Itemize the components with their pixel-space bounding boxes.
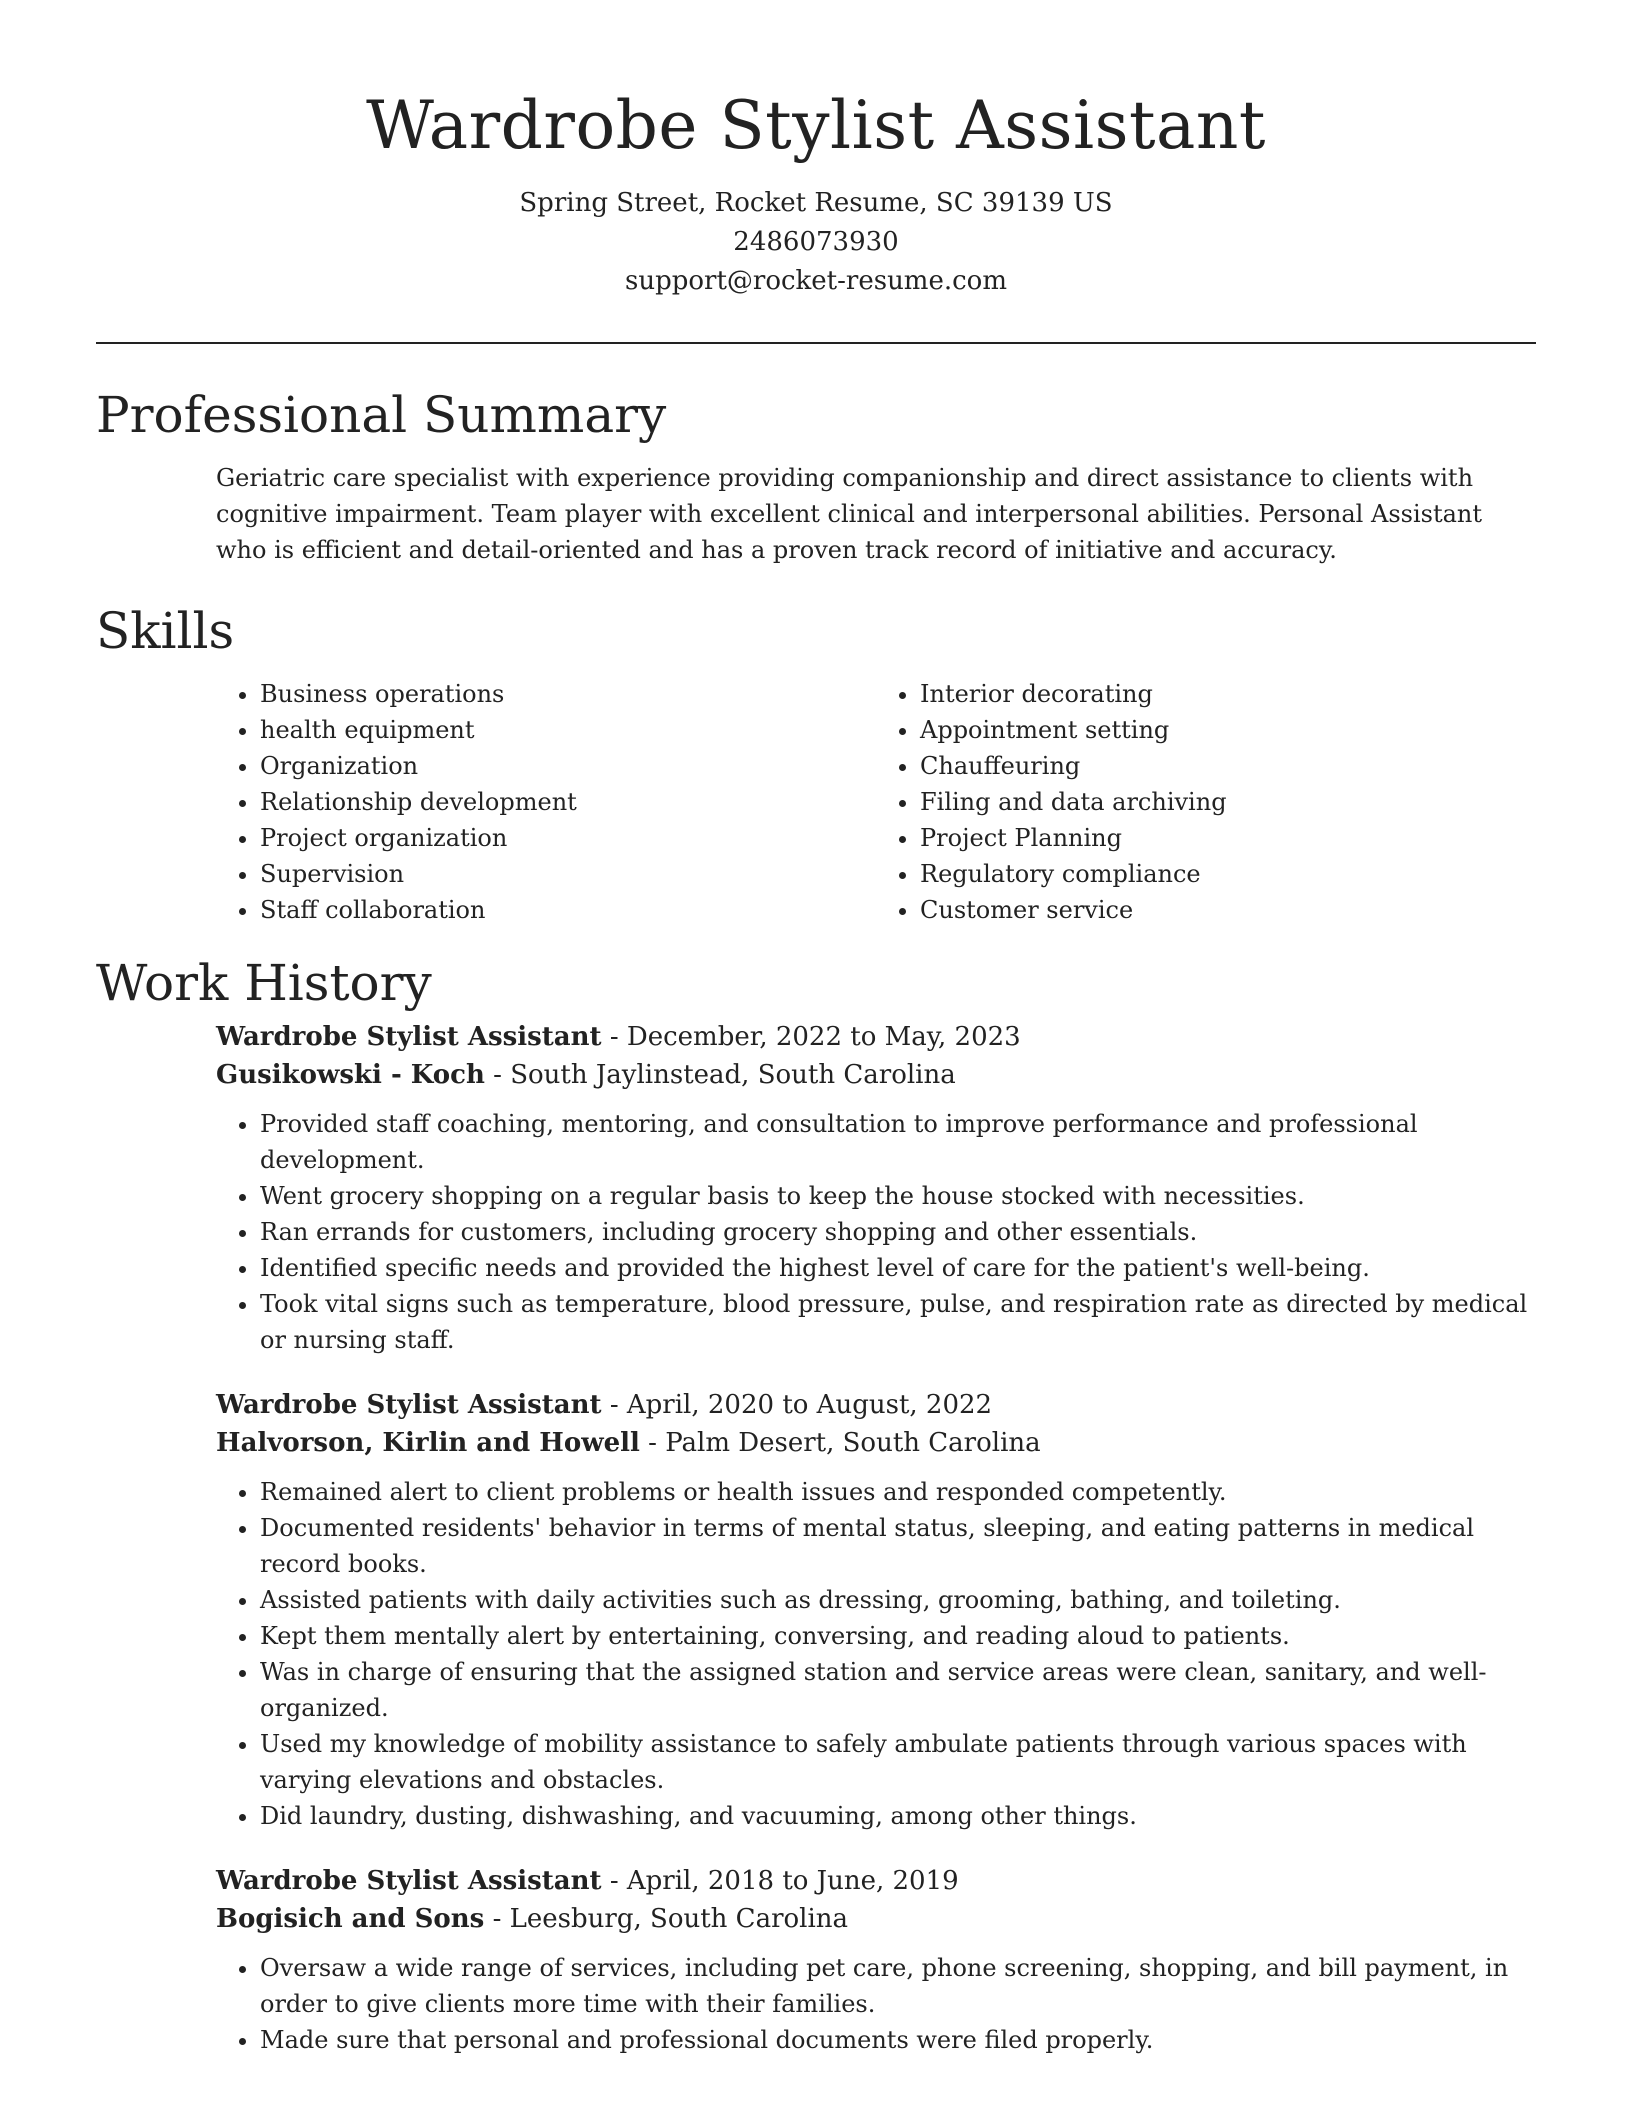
skill-item: • Business operations	[260, 676, 876, 712]
skill-item: • Interior decorating	[920, 676, 1536, 712]
skills-heading: Skills	[96, 602, 235, 660]
contact-info	[96, 184, 1536, 301]
job-bullet: • Assisted patients with daily activities such as dressing, grooming, bathing, and toileting.	[260, 1582, 1536, 1618]
job-company-line	[216, 1056, 1536, 1094]
header-divider	[96, 342, 1536, 344]
skill-item: • health equipment	[260, 712, 876, 748]
phone: 2486073930	[733, 227, 899, 257]
job-company-line	[216, 1424, 1536, 1462]
job-bullet: • Documented residents' behavior in terms of mental status, sleeping, and eating patterns in medical record books.	[260, 1510, 1536, 1582]
job-location: - South Jaylinstead, South Carolina	[484, 1060, 956, 1090]
job-bullet: • Went grocery shopping on a regular basis to keep the house stocked with necessities.	[260, 1178, 1536, 1214]
work-history-heading: Work History	[96, 954, 432, 1012]
job-bullet: • Did laundry, dusting, dishwashing, and vacuuming, among other things.	[260, 1798, 1536, 1834]
job-entry	[216, 1018, 1536, 1358]
candidate-name: Wardrobe Stylist Assistant	[366, 87, 1266, 164]
skills-column-left	[216, 676, 876, 928]
skill-item: • Staff collaboration	[260, 892, 876, 928]
resume-header	[96, 80, 1536, 301]
job-dates: - April, 2018 to June, 2019	[601, 1866, 959, 1896]
job-bullet: • Made sure that personal and professional documents were filed properly.	[260, 2022, 1536, 2058]
skill-item: • Customer service	[920, 892, 1536, 928]
job-bullet: • Provided staff coaching, mentoring, and consultation to improve performance and professional development.	[260, 1106, 1536, 1178]
summary-heading: Professional Summary	[96, 386, 667, 444]
address: Spring Street, Rocket Resume, SC 39139 US	[519, 188, 1113, 218]
job-entry	[216, 1862, 1536, 2058]
job-bullet: • Took vital signs such as temperature, blood pressure, pulse, and respiration rate as directed by medical or nursing staff.	[260, 1286, 1536, 1358]
job-bullet: • Ran errands for customers, including grocery shopping and other essentials.	[260, 1214, 1536, 1250]
job-bullet: • Used my knowledge of mobility assistance to safely ambulate patients through various spaces with varying elevations and obstacles.	[260, 1726, 1536, 1798]
skills-column-right	[876, 676, 1536, 928]
job-title-line	[216, 1018, 1536, 1056]
skill-item: • Supervision	[260, 856, 876, 892]
job-dates: - December, 2022 to May, 2023	[601, 1022, 1021, 1052]
skill-item: • Appointment setting	[920, 712, 1536, 748]
job-bullets	[216, 1950, 1536, 2058]
job-title-line	[216, 1862, 1536, 1900]
job-bullet: • Oversaw a wide range of services, including pet care, phone screening, shopping, and bill payment, in order to give clients more time with their families.	[260, 1950, 1536, 2022]
resume-content	[96, 380, 1536, 2086]
skill-item: • Filing and data archiving	[920, 784, 1536, 820]
skill-item: • Project organization	[260, 820, 876, 856]
email: support@rocket-resume.com	[624, 266, 1007, 296]
job-title-line	[216, 1386, 1536, 1424]
job-bullet: • Identified specific needs and provided the highest level of care for the patient's well-being.	[260, 1250, 1536, 1286]
job-bullet: • Kept them mentally alert by entertaining, conversing, and reading aloud to patients.	[260, 1618, 1536, 1654]
skill-item: • Relationship development	[260, 784, 876, 820]
skill-item: • Project Planning	[920, 820, 1536, 856]
job-bullets	[216, 1474, 1536, 1834]
job-title: Wardrobe Stylist Assistant	[216, 1390, 602, 1420]
skill-item: • Regulatory compliance	[920, 856, 1536, 892]
skill-item: • Organization	[260, 748, 876, 784]
job-company: Gusikowski - Koch	[216, 1060, 485, 1090]
job-title: Wardrobe Stylist Assistant	[216, 1866, 602, 1896]
job-company: Halvorson, Kirlin and Howell	[216, 1428, 640, 1458]
job-location: - Palm Desert, South Carolina	[639, 1428, 1041, 1458]
skills-list	[216, 676, 1536, 928]
job-company: Bogisich and Sons	[216, 1904, 485, 1934]
job-bullet: • Was in charge of ensuring that the assigned station and service areas were clean, sanitary, and well-organized.	[260, 1654, 1536, 1726]
job-bullets	[216, 1106, 1536, 1358]
job-dates: - April, 2020 to August, 2022	[601, 1390, 993, 1420]
skill-item: • Chauffeuring	[920, 748, 1536, 784]
job-location: - Leesburg, South Carolina	[484, 1904, 849, 1934]
summary-text: Geriatric care specialist with experience providing companionship and direct assistance to clients with cognitive impairment. Team player with excellent clinical and interpersonal abilities. Personal Assistant who is efficient and detail-oriented and has a proven track record of initiative and accuracy.	[216, 464, 1482, 564]
job-title: Wardrobe Stylist Assistant	[216, 1022, 602, 1052]
job-entry	[216, 1386, 1536, 1834]
job-bullet: • Remained alert to client problems or health issues and responded competently.	[260, 1474, 1536, 1510]
job-company-line	[216, 1900, 1536, 1938]
